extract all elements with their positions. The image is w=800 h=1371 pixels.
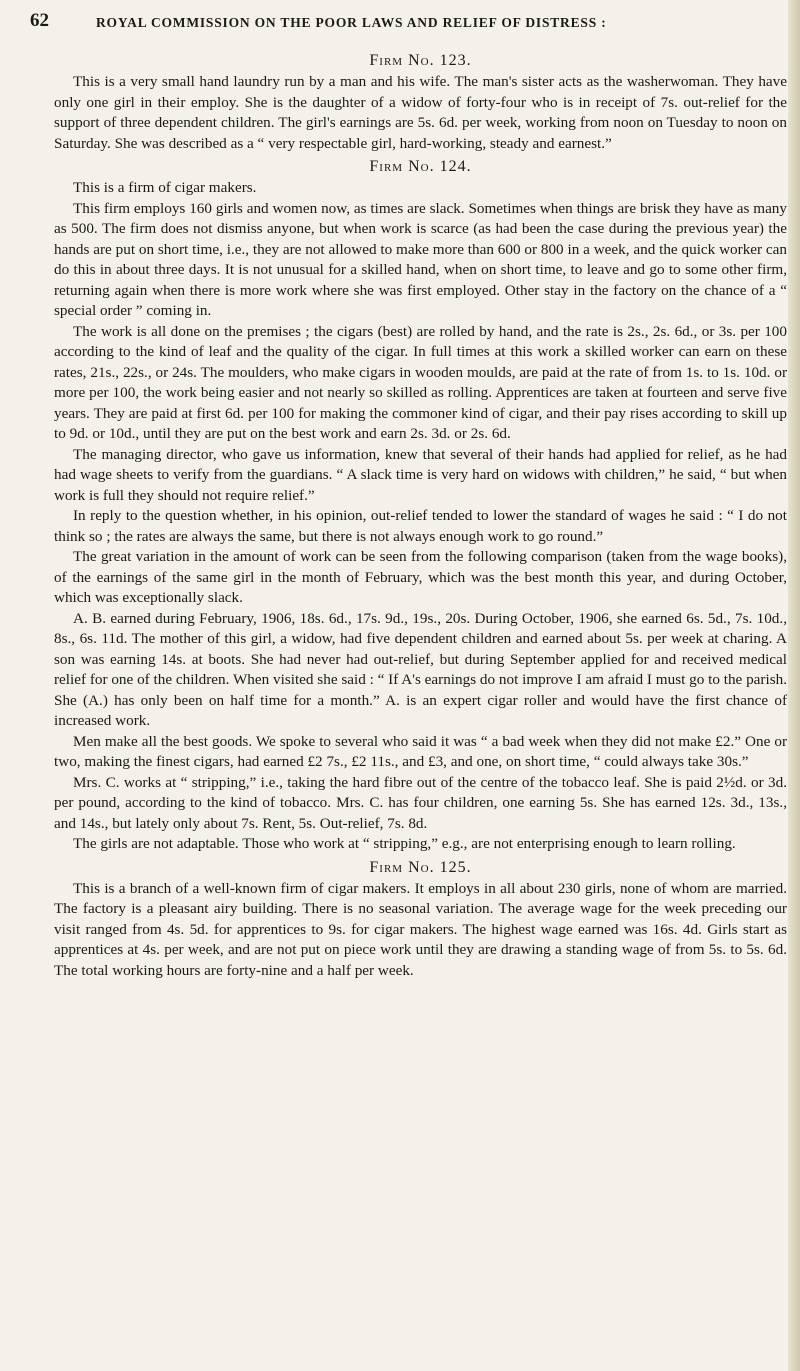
paragraph: This firm employs 160 girls and women now, as times are slack. Sometimes when things are brisk they have as many as 500. The firm does not dismiss anyone, but when work is scarce (as had been the case during the previous year) the hands are put on short time, i.e., they are not allowed to make more than 600 or 800 in a week, and the quick worker can do this in about three days. It is not unusual for a skilled hand, when on short time, to leave and go to some other firm, returning again when there is more work where she was first employed. Other stay in the factory on the chance of a “ special order ” coming in. <box>54 199 787 319</box>
section-heading: Firm No. 125. <box>369 858 472 876</box>
section-firm-125 <box>54 859 787 982</box>
running-header: ROYAL COMMISSION ON THE POOR LAWS AND RELIEF OF DISTRESS : <box>96 15 607 30</box>
paragraph: Men make all the best goods. We spoke to several who said it was “ a bad week when they did not make £2.” One or two, making the finest cigars, had earned £2 7s., £2 11s., and £3, and one, on short time, “ could always take 30s.” <box>54 732 787 770</box>
paragraph: The work is all done on the premises ; the cigars (best) are rolled by hand, and the rate is 2s., 2s. 6d., or 3s. per 100 according to the kind of leaf and the quality of the cigar. In full times at this work a skilled worker can earn on these rates, 21s., 22s., or 24s. The moulders, who make cigars in wooden moulds, are paid at the rate of from 1s. to 1s. 10d. or more per 100, the work being easier and not nearly so skilled as rolling. Apprentices are taken at fourteen and serve five years. They are paid at first 6d. per 100 for making the commoner kind of cigar, and their pay rises according to skill up to 9d. or 10d., until they are put on the best work and earn 2s. 3d. or 2s. 6d. <box>54 322 787 442</box>
document-body <box>54 48 787 981</box>
section-firm-124 <box>54 158 787 855</box>
paragraph: The managing director, who gave us information, knew that several of their hands had applied for relief, as he had had wage sheets to verify from the guardians. “ A slack time is very hard on widows with children,” he said, “ but when work is full they should not require relief.” <box>54 445 787 504</box>
page-edge-shadow <box>788 0 800 1371</box>
section-heading: Firm No. 124. <box>369 158 472 175</box>
paragraph: This is a very small hand laundry run by a man and his wife. The man's sister acts as the washerwoman. They have only one girl in their employ. She is the daughter of a widow of forty-four who is in receipt of 7s. out-relief for the support of three dependent children. The girl's earnings are 5s. 6d. per week, working from noon on Tuesday to noon on Saturday. She was described as a “ very respectable girl, hard-working, steady and earnest.” <box>54 73 787 152</box>
paragraph: The girls are not adaptable. Those who work at “ stripping,” e.g., are not enterprising enough to learn rolling. <box>73 835 736 852</box>
paragraph: This is a firm of cigar makers. <box>73 179 257 196</box>
paragraph: A. B. earned during February, 1906, 18s. 6d., 17s. 9d., 19s., 20s. During October, 1906, she earned 6s. 5d., 7s. 10d., 8s., 6s. 11d. The mother of this girl, a widow, had five dependent children and earned about 5s. per week at charing. A son was earning 14s. at boots. She had never had out-relief, but during September applied for and received medical relief for one of the children. When visited she said : “ If A's earnings do not improve I am afraid I must go to the parish. She (A.) has only been on half time for a month.” A. is an expert cigar roller and would have the first chance of increased work. <box>54 609 787 729</box>
paragraph: This is a branch of a well-known firm of cigar makers. It employs in all about 230 girls, none of whom are married. The factory is a pleasant airy building. There is no seasonal variation. The average wage for the week preceding our visit ranged from 4s. 5d. for apprentices to 9s. for cigar makers. The highest wage earned was 16s. 4d. Girls start as apprentices at 4s. per week, and are not put on piece work until they are drawing a standing wage of from 5s. to 5s. 6d. The total working hours are forty-nine and a half per week. <box>54 879 787 979</box>
paragraph: The great variation in the amount of work can be seen from the following comparison (taken from the wage books), of the earnings of the same girl in the month of February, which was the best month this year, and during October, which was exceptionally slack. <box>54 548 787 606</box>
section-heading: Firm No. 123. <box>369 52 472 69</box>
section-firm-123 <box>54 52 787 154</box>
page-number: 62 <box>30 10 49 31</box>
paragraph: Mrs. C. works at “ stripping,” i.e., taking the hard fibre out of the centre of the tobacco leaf. She is paid 2½d. or 3d. per pound, according to the kind of tobacco. Mrs. C. has four children, one earning 5s. She has earned 12s. 3d., 13s., and 14s., but lately only about 7s. Rent, 5s. Out-relief, 7s. 8d. <box>54 773 787 832</box>
paragraph: In reply to the question whether, in his opinion, out-relief tended to lower the standard of wages he said : “ I do not think so ; the rates are always the same, but there is not always enough work to go round.” <box>54 507 787 545</box>
